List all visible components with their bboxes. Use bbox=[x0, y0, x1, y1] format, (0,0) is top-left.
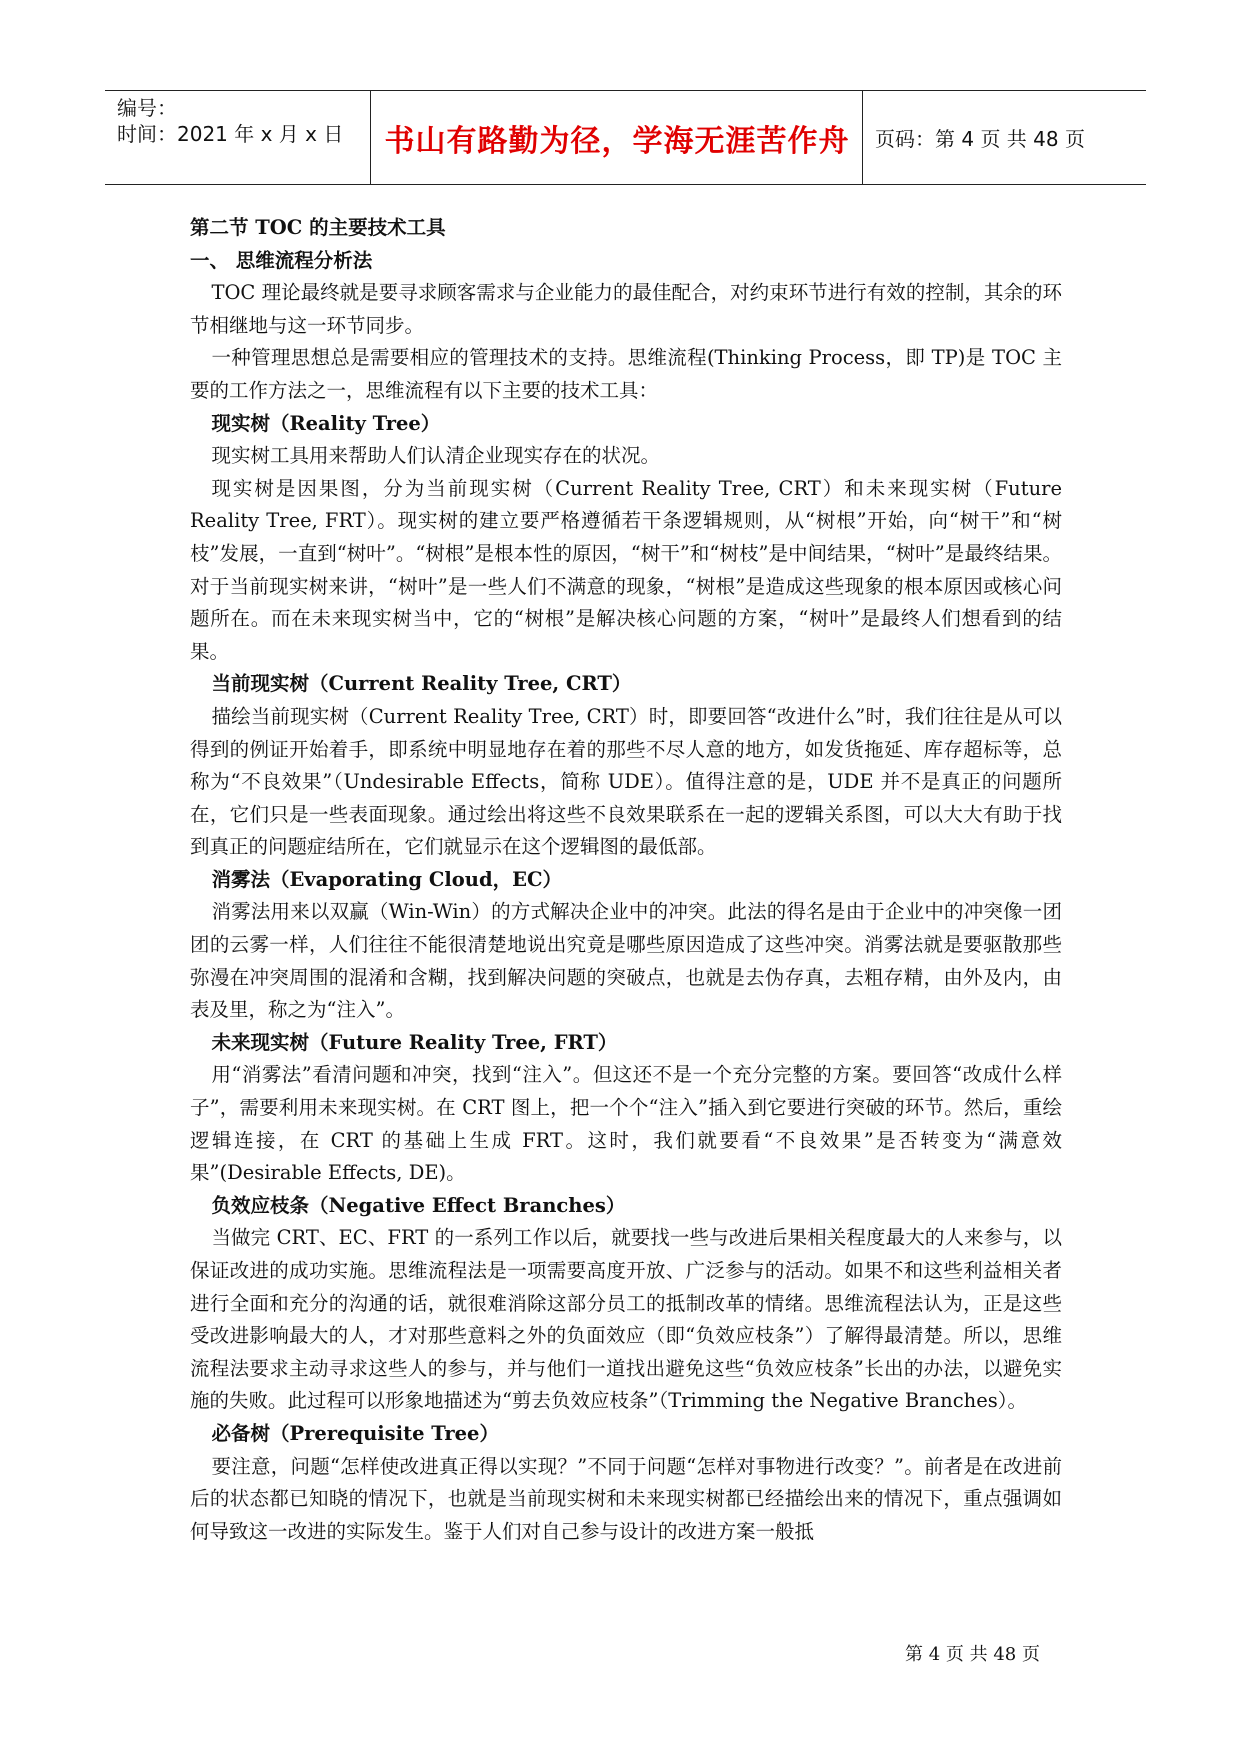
heading-current-reality-tree: 当前现实树（Current Reality Tree, CRT） bbox=[211, 672, 632, 696]
document-time-label: 时间：2021 年 x 月 x 日 bbox=[117, 122, 344, 146]
header-motto: 书山有路勤为径，学海无涯苦作舟 bbox=[384, 123, 850, 159]
paragraph: 描绘当前现实树（Current Reality Tree, CRT）时，即要回答“改进什么”时，我们往往是从可以得到的例证开始着手，即系统中明显地存在着的那些不尽人意的地方，如发货拖延、库存超标等，总称为“不良效果”（Undesirable Effects，简称 UDE）。值得注意的是，UDE 并不是真正的问题所在，它们只是一些表面现象。通过绘出将这些不良效果联系在一起的逻辑关系图，可以大大有助于找到真正的问题症结所在，它们就显示在这个逻辑图的最低部。 bbox=[190, 704, 1062, 859]
paragraph: 现实树是因果图，分为当前现实树（Current Reality Tree, CRT）和未来现实树（Future Reality Tree, FRT）。现实树的建立要严格遵循若干条逻辑规则，从“树根”开始，向“树干”和“树枝”发展，一直到“树叶”。“树根”是根本性的原因，“树干”和“树枝”是中间结果，“树叶”是最终结果。对于当前现实树来讲，“树叶”是一些人们不满意的现象，“树根”是造成这些现象的根本原因或核心问题所在。而在未来现实树当中，它的“树根”是解决核心问题的方案，“树叶”是最终人们想看到的结果。 bbox=[190, 476, 1062, 663]
paragraph: 用“消雾法”看清问题和冲突，找到“注入”。但这还不是一个充分完整的方案。要回答“改成什么样子”，需要利用未来现实树。在 CRT 图上，把一个个“注入”插入到它要进行突破的环节。然后，重绘逻辑连接，在 CRT 的基础上生成 FRT。这时，我们就要看“不良效果”是否转变为“满意效果”(Desirable Effects, DE)。 bbox=[190, 1063, 1062, 1185]
paragraph: 要注意，问题“怎样使改进真正得以实现？”不同于问题“怎样对事物进行改变？”。前者是在改进前后的状态都已知晓的情况下，也就是当前现实树和未来现实树都已经描绘出来的情况下，重点强调如何导致这一改进的实际发生。鉴于人们对自己参与设计的改进方案一般抵 bbox=[190, 1454, 1062, 1543]
page-footer: 第 4 页 共 48 页 bbox=[905, 1644, 1040, 1665]
header-divider-left bbox=[370, 91, 371, 184]
section-title: 第二节 TOC 的主要技术工具 bbox=[190, 216, 446, 239]
heading-reality-tree: 现实树（Reality Tree） bbox=[211, 411, 441, 435]
page-header bbox=[105, 90, 1146, 185]
header-divider-right bbox=[862, 91, 863, 184]
paragraph: 消雾法用来以双赢（Win-Win）的方式解决企业中的冲突。此法的得名是由于企业中的冲突像一团团的云雾一样，人们往往不能很清楚地说出究竟是哪些原因造成了这些冲突。消雾法就是要驱散那些弥漫在冲突周围的混淆和含糊，找到解决问题的突破点，也就是去伪存真，去粗存精，由外及内，由表及里，称之为“注入”。 bbox=[190, 900, 1062, 1022]
paragraph: TOC 理论最终就是要寻求顾客需求与企业能力的最佳配合，对约束环节进行有效的控制，其余的环节相继地与这一环节同步。 bbox=[190, 281, 1062, 337]
document-number-label: 编号： bbox=[117, 96, 177, 120]
paragraph: 当做完 CRT、EC、FRT 的一系列工作以后，就要找一些与改进后果相关程度最大的人来参与，以保证改进的成功实施。思维流程法是一项需要高度开放、广泛参与的活动。如果不和这些利益相关者进行全面和充分的沟通的话，就很难消除这部分员工的抵制改革的情绪。思维流程法认为，正是这些受改进影响最大的人，才对那些意料之外的负面效应（即“负效应枝条”）了解得最清楚。所以，思维流程法要求主动寻求这些人的参与，并与他们一道找出避免这些“负效应枝条”长出的办法，以避免实施的失败。此过程可以形象地描述为“剪去负效应枝条”（Trimming the Negative Branches）。 bbox=[190, 1226, 1062, 1413]
heading-future-reality-tree: 未来现实树（Future Reality Tree, FRT） bbox=[211, 1030, 618, 1054]
paragraph: 一种管理思想总是需要相应的管理技术的支持。思维流程(Thinking Process，即 TP)是 TOC 主要的工作方法之一，思维流程有以下主要的技术工具： bbox=[190, 346, 1062, 402]
heading-negative-effect-branches: 负效应枝条（Negative Effect Branches） bbox=[211, 1193, 626, 1217]
heading-evaporating-cloud: 消雾法（Evaporating Cloud，EC） bbox=[211, 867, 562, 891]
subsection-title: 一、 思维流程分析法 bbox=[190, 248, 373, 272]
header-meta bbox=[117, 91, 365, 184]
heading-prerequisite-tree: 必备树（Prerequisite Tree） bbox=[211, 1421, 499, 1445]
header-page-info: 页码：第 4 页 共 48 页 bbox=[875, 127, 1085, 151]
document-body bbox=[190, 212, 1062, 1548]
paragraph: 现实树工具用来帮助人们认清企业现实存在的状况。 bbox=[211, 444, 660, 468]
